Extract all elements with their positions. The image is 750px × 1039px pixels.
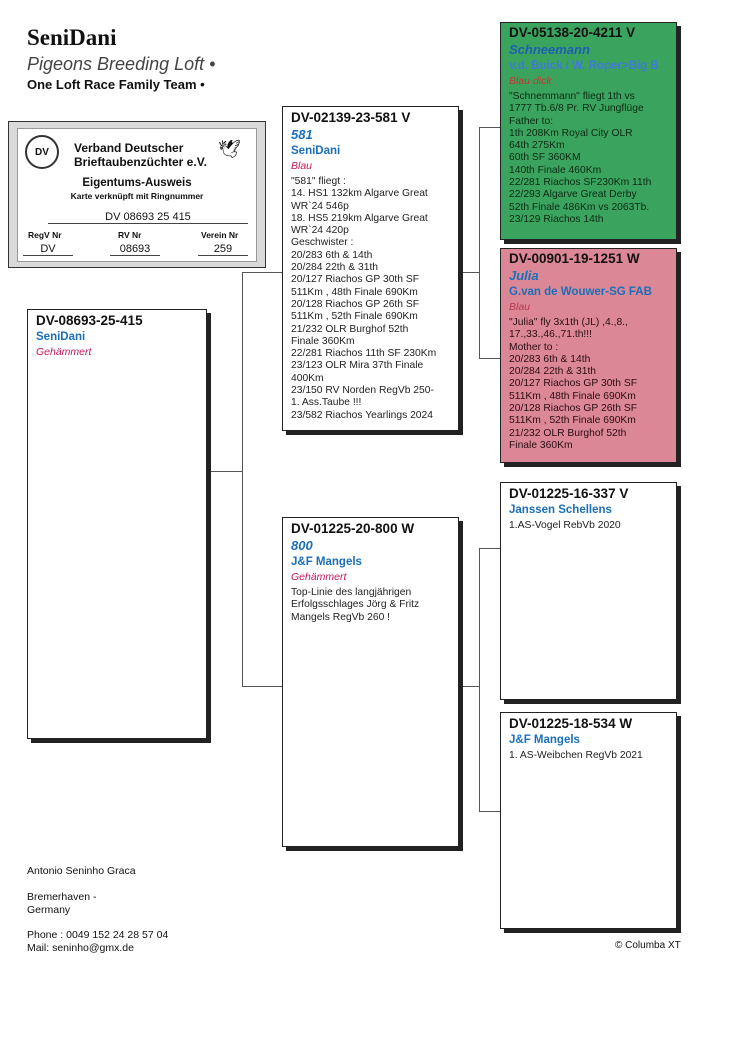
info-line: 23/129 Riachos 14th (509, 213, 604, 225)
sire-name: 581 (291, 127, 313, 142)
info-line: 511Km , 52th Finale 690Km (509, 415, 636, 427)
card-col2-value: 08693 (110, 243, 160, 256)
connector (242, 272, 282, 273)
sire-dam-name: Julia (509, 268, 539, 283)
sire-sire-box (500, 22, 677, 240)
info-line: 400Km (291, 372, 324, 384)
info-line: 52th Finale 486Km vs 2063Tb. (509, 201, 650, 213)
dam-sire-ring: DV-01225-16-337 V (509, 486, 629, 501)
info-line: 20/283 6th & 14th (509, 353, 591, 365)
dam-breeder: J&F Mangels (291, 556, 362, 568)
info-line: 20/128 Riachos GP 26th SF (291, 298, 420, 310)
info-line: Father to: (509, 115, 554, 127)
connector (479, 548, 500, 549)
info-line: 17.,33.,46.,71.th!!! (509, 329, 593, 341)
info-line: 23/150 RV Norden RegVb 250- (291, 385, 434, 397)
dam-color: Gehämmert (291, 571, 347, 583)
info-line: 20/127 Riachos GP 30th SF (291, 274, 420, 286)
connector (479, 127, 500, 128)
card-col3-value: 259 (198, 243, 248, 256)
info-line: 22/293 Algarve Great Derby (509, 189, 637, 201)
sire-breeder: SeniDani (291, 145, 341, 157)
info-line: Finale 360Km (291, 335, 355, 347)
info-line: "Schnemmann" fliegt 1th vs (509, 91, 635, 102)
info-line: Finale 360Km (509, 439, 573, 451)
dam-dam-ring: DV-01225-18-534 W (509, 716, 633, 731)
connector (242, 686, 282, 687)
info-line: 20/284 22th & 31th (291, 262, 379, 274)
card-org-line2: Brieftaubenzüchter e.V. (74, 155, 207, 169)
connector (479, 127, 480, 359)
info-line: 14. HS1 132km Algarve Great (291, 188, 428, 200)
dam-dam-box (500, 712, 677, 929)
sire-info (291, 176, 450, 422)
info-line: 22/281 Riachos 11th SF 230Km (291, 348, 437, 360)
info-line: 20/127 Riachos GP 30th SF (509, 378, 638, 390)
info-line: Geschwister : (291, 237, 354, 249)
pigeon-ring: DV-08693-25-415 (36, 313, 143, 328)
loft-subtitle: Pigeons Breeding Loft • (27, 54, 216, 74)
dam-sire-box (500, 482, 677, 700)
sire-box (282, 106, 459, 431)
info-line: 21/232 OLR Burghof 52th (509, 427, 627, 439)
dam-dam-breeder: J&F Mangels (509, 734, 580, 746)
ownership-card-inner (17, 128, 257, 262)
sire-sire-ring: DV-05138-20-4211 V (509, 25, 636, 40)
card-ring-number: DV 08693 25 415 (48, 211, 248, 224)
sire-ring: DV-02139-23-581 V (291, 110, 411, 125)
info-line: 23/123 OLR Mira 37th Finale (291, 360, 424, 372)
pigeon-icon: 🕊 (218, 139, 241, 159)
sire-dam-info (509, 317, 668, 452)
info-line: Top-Linie des langjährigen (291, 587, 412, 598)
connector (479, 358, 500, 359)
info-line: 1.AS-Vogel RebVb 2020 (509, 520, 621, 531)
sire-dam-color: Blau (509, 301, 531, 313)
connector (459, 272, 479, 273)
dam-sire-info (509, 520, 668, 532)
dv-logo-icon: DV (25, 135, 59, 169)
info-line: 21/232 OLR Burghof 52th (291, 323, 409, 335)
info-line: 64th 275Km (509, 140, 565, 152)
info-line: "581" fliegt : (291, 176, 346, 187)
info-line: 1777 Tb.6/8 Pr. RV Jungflüge (509, 103, 644, 115)
loft-title: SeniDani (27, 25, 117, 50)
pigeon-color: Gehämmert (36, 346, 92, 358)
info-line: Mother to : (509, 341, 559, 353)
info-line: 20/284 22th & 31th (509, 366, 597, 378)
dam-name: 800 (291, 538, 313, 553)
owner-name: Antonio Seninho Graca (27, 865, 136, 877)
ownership-card (8, 121, 266, 268)
info-line: 23/582 Riachos Yearlings 2024 (291, 409, 433, 421)
card-title: Eigentums-Ausweis (82, 177, 192, 189)
info-line: WR`24 546p (291, 200, 349, 212)
connector (207, 471, 243, 472)
info-line: WR`24 420p (291, 225, 349, 237)
sire-color: Blau (291, 160, 313, 172)
card-subtitle: Karte verknüpft mit Ringnummer (70, 191, 204, 201)
info-line: 140th Finale 460Km (509, 164, 602, 176)
dam-sire-breeder: Janssen Schellens (509, 504, 612, 516)
info-line: 511Km , 48th Finale 690Km (291, 286, 418, 298)
owner-phone: Phone : 0049 152 24 28 57 04 (27, 929, 169, 941)
dam-box (282, 517, 459, 847)
dam-dam-info (509, 750, 668, 762)
pigeon-breeder: SeniDani (36, 331, 86, 343)
loft-tagline: One Loft Race Family Team • (27, 77, 205, 92)
info-line: Erfolgsschlages Jörg & Fritz (291, 599, 420, 611)
sire-dam-breeder: G.van de Wouwer-SG FAB (509, 286, 652, 298)
info-line: 1th 208Km Royal City OLR (509, 127, 633, 139)
sire-sire-info (509, 91, 668, 226)
owner-city: Bremerhaven - (27, 891, 97, 903)
connector (242, 272, 243, 686)
info-line: 1. AS-Weibchen RegVb 2021 (509, 750, 643, 761)
info-line: 20/283 6th & 14th (291, 249, 373, 261)
info-line: "Julia" fly 3x1th (JL) ,4.,8., (509, 317, 628, 328)
card-col2-label: RV Nr (118, 230, 142, 240)
info-line: 60th SF 360KM (509, 152, 581, 164)
card-col1-label: RegV Nr (28, 230, 62, 240)
info-line: 22/281 Riachos SF230Km 11th (509, 177, 652, 189)
info-line: Mangels RegVb 260 ! (291, 611, 391, 623)
connector (479, 811, 500, 812)
card-organization (74, 141, 207, 169)
connector (479, 548, 480, 812)
card-org-line1: Verband Deutscher (74, 141, 184, 155)
sire-sire-name: Schneemann (509, 42, 590, 57)
dam-ring: DV-01225-20-800 W (291, 521, 415, 536)
copyright: © Columba XT (615, 940, 681, 951)
sire-dam-box (500, 248, 677, 463)
pigeon-box (27, 309, 207, 739)
dam-info (291, 587, 450, 624)
connector (459, 686, 479, 687)
card-col3-label: Verein Nr (201, 230, 239, 240)
info-line: 1. Ass.Taube !!! (291, 397, 362, 409)
info-line: 511Km , 52th Finale 690Km (291, 311, 418, 323)
sire-sire-color: Blau dick (509, 75, 552, 87)
info-line: 511Km , 48th Finale 690Km (509, 390, 636, 402)
info-line: 20/128 Riachos GP 26th SF (509, 403, 638, 415)
sire-dam-ring: DV-00901-19-1251 W (509, 251, 640, 266)
card-col1-value: DV (23, 243, 73, 256)
info-line: 18. HS5 219km Algarve Great (291, 212, 428, 224)
owner-mail: Mail: seninho@gmx.de (27, 942, 134, 954)
sire-sire-breeder: v.d. Buick / W. Röper>Big B (509, 60, 659, 72)
owner-country: Germany (27, 904, 71, 916)
